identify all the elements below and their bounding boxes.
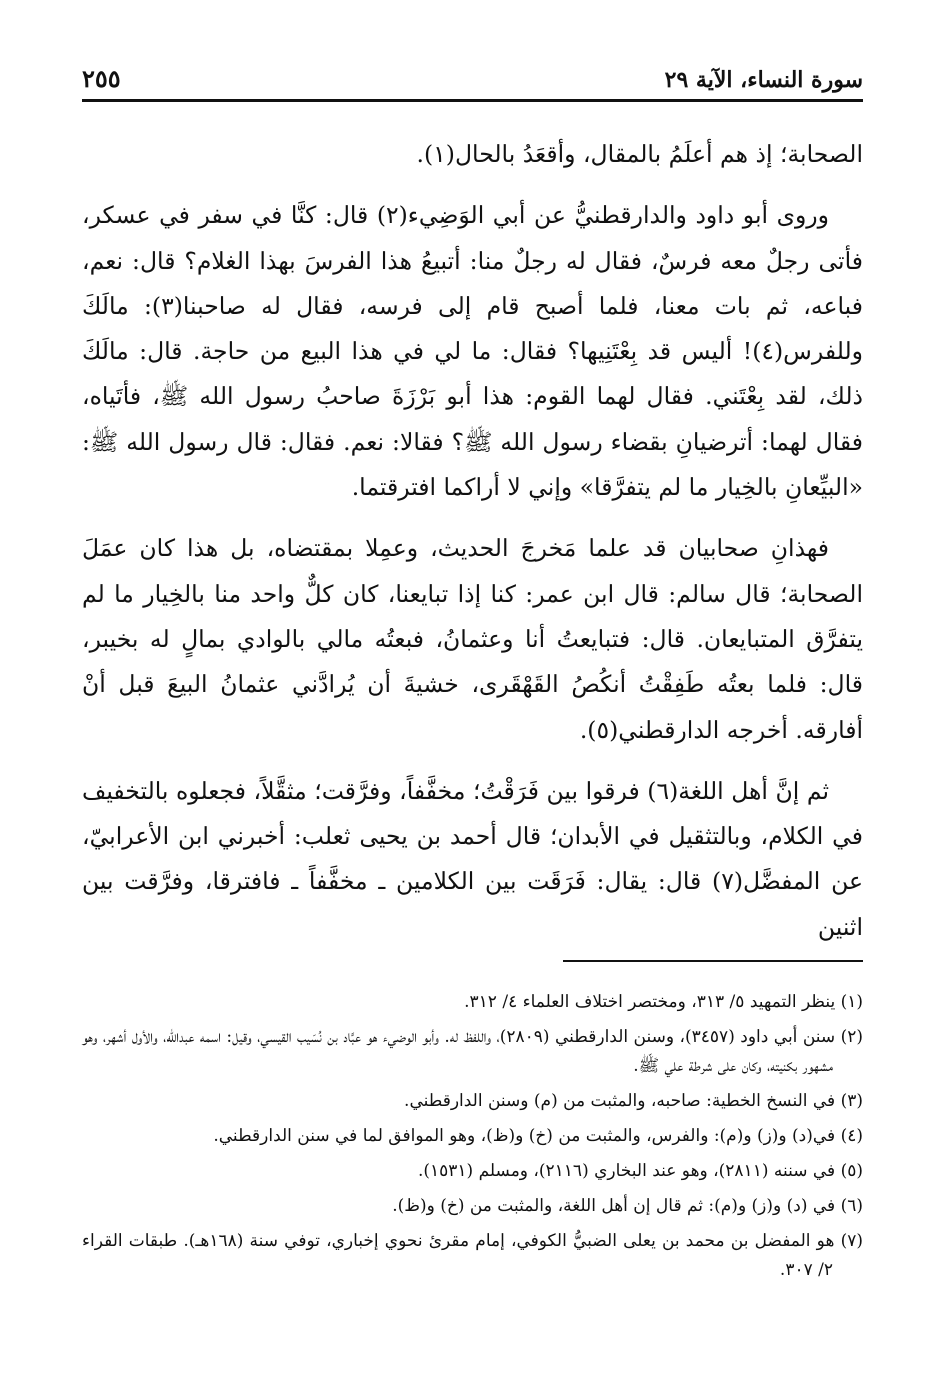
footnote: (٢) سنن أبي داود (٣٤٥٧)، وسنن الدارقطني (٢٨٠٩)، واللفظ له. وأبو الوضيء هو عبَّاد بن نُسَيب القيسي، وقيل: اسمه عبدالله، والأول أشهر، وهو مشهور بكنيته، وكان على شرطة علي ﷺ. (82, 1027, 863, 1076)
footnote: (٧) هو المفضل بن محمد بن يعلى الضبيُّ الكوفي، إمام مقرئ نحوي إخباري، توفي سنة (١٦٨هـ). طبقات القراء ٢/ ٣٠٧. (82, 1231, 863, 1280)
footnote: (٦) في (د) و(ز) و(م): ثم قال إن أهل اللغة، والمثبت من (خ) و(ظ). (392, 1196, 863, 1216)
footnote: (٤) في(د) و(ز) و(م): والفرس، والمثبت من (خ) و(ظ)، وهو الموافق لما في سنن الدارقطني. (213, 1126, 863, 1146)
paragraph: فهذانِ صحابيان قد علما مَخرجَ الحديث، وعمِلا بمقتضاه، بل هذا كان عمَلَ الصحابة؛ قال سالم: قال ابن عمر: كنا إذا تبايعنا، كان كلٌّ واحد منا بالخِيار ما لم يتفرَّق المتبايعان. قال: فتبايعتُ أنا وعثمانُ، فبعتُه مالي بالوادي بمالٍ له بخيبر، قال: فلما بعتُه طَفِقْتُ أنكُصُ القَهْقَرى، خشيةَ أن يُرادَّني عثمانُ البيعَ قبل أنْ أفارقه. أخرجه الدارقطني(٥). (82, 534, 863, 744)
page-number: ٢٥٥ (82, 64, 121, 93)
footnote: (٥) في سننه (٢٨١١)، وهو عند البخاري (٢١١٦)، ومسلم (١٥٣١). (417, 1161, 863, 1181)
footnotes (82, 988, 863, 1291)
footnote: (٣) في النسخ الخطية: صاحبه، والمثبت من (م) وسنن الدارقطني. (404, 1091, 863, 1111)
surah-verse-title: سورة النساء، الآية ٢٩ (664, 67, 863, 93)
footnote: (١) ينظر التمهيد ٥/ ٣١٣، ومختصر اختلاف العلماء ٤/ ٣١٢. (464, 992, 863, 1012)
main-text (82, 132, 863, 966)
paragraph: الصحابة؛ إذ هم أعلَمُ بالمقال، وأقعَدُ بالحال(١). (416, 140, 863, 168)
paragraph: ثم إنَّ أهل اللغة(٦) فرقوا بين فَرَقْتُ؛ مخفَّفاً، وفرَّقت؛ مثقَّلاً، فجعلوه بالتخفيف في الكلام، وبالتثقيل في الأبدان؛ قال أحمد بن يحيى ثعلب: أخبرني ابن الأعرابيّ، عن المفضَّل(٧) قال: يقال: فَرَقَت بين الكلامين ـ مخفَّفاً ـ فافترقا، وفرَّقت بين اثنين (82, 776, 863, 941)
footnote-separator (563, 960, 863, 962)
paragraph: وروى أبو داود والدارقطنيُّ عن أبي الوَضِيء(٢) قال: كنَّا في سفر في عسكر، فأتى رجلٌ معه فرسٌ، فقال له رجلٌ منا: أتبيعُ هذا الفرسَ بهذا الغلام؟ قال: نعم، فباعه، ثم بات معنا، فلما أصبح قام إلى فرسه، فقال له صاحبنا(٣): مالَكَ وللفرس(٤)! أليس قد بِعْتَنِيها؟ فقال: ما لي في هذا البيع من حاجة. قال: مالَكَ ذلك، لقد بِعْتَني. فقال لهما القوم: هذا أبو بَرْزَةَ صاحبُ رسول الله ﷺ، فأتَياه، فقال لهما: أترضيانِ بقضاء رسول الله ﷺ؟ فقالا: نعم. فقال: قال رسول الله ﷺ: «البيِّعانِ بالخِيار ما لم يتفرَّقا» وإني لا أراكما افترقتما. (82, 201, 863, 502)
running-header (82, 56, 863, 102)
